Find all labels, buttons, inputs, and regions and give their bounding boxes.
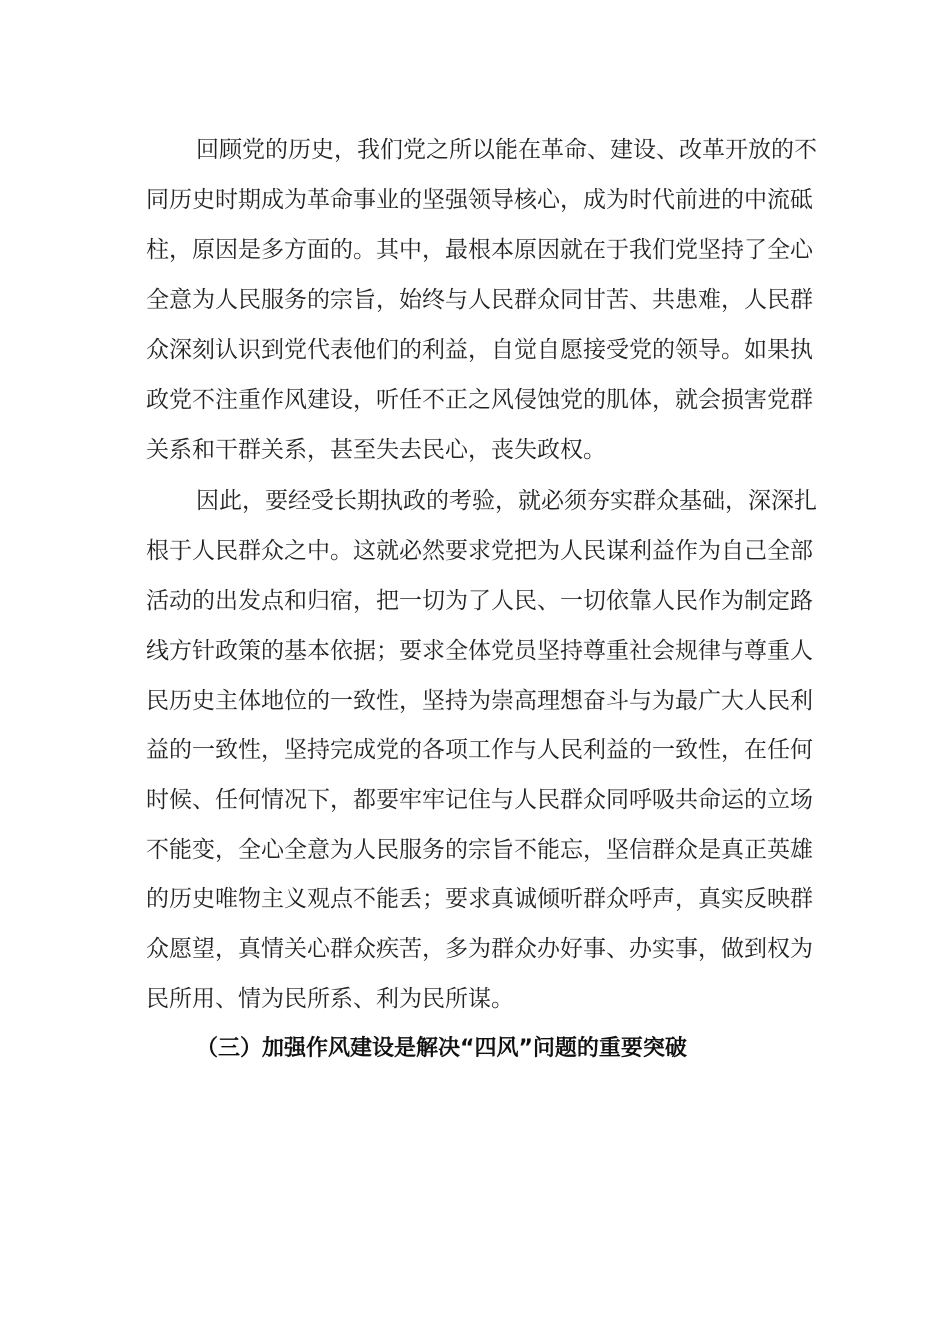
paragraph-line: 因此，要经受长期执政的考验，就必须夯实群众基础，深深扎 — [196, 488, 817, 514]
section-heading: （三）加强作风建设是解决“四风”问题的重要突破 — [196, 1036, 687, 1061]
paragraph-line: 众愿望，真情关心群众疾苦，多为群众办好事、办实事，做到权为 — [146, 936, 813, 962]
paragraph-line: 线方针政策的基本依据；要求全体党员坚持尊重社会规律与尊重人 — [146, 638, 813, 664]
paragraph-line: 不能变，全心全意为人民服务的宗旨不能忘，坚信群众是真正英雄 — [146, 837, 813, 863]
paragraph-line: 柱，原因是多方面的。其中，最根本原因就在于我们党坚持了全心 — [146, 237, 813, 263]
paragraph-line: 益的一致性，坚持完成党的各项工作与人民利益的一致性，在任何 — [146, 737, 813, 763]
paragraph-line: 全意为人民服务的宗旨，始终与人民群众同甘苦、共患难，人民群 — [146, 287, 813, 313]
paragraph-line: 众深刻认识到党代表他们的利益，自觉自愿接受党的领导。如果执 — [146, 337, 813, 363]
paragraph-line: 同历史时期成为革命事业的坚强领导核心，成为时代前进的中流砥 — [146, 187, 813, 213]
paragraph-line: 活动的出发点和归宿，把一切为了人民、一切依靠人民作为制定路 — [146, 588, 813, 614]
paragraph-line: 根于人民群众之中。这就必然要求党把为人民谋利益作为自己全部 — [146, 538, 813, 564]
paragraph-line: 回顾党的历史，我们党之所以能在革命、建设、改革开放的不 — [196, 137, 817, 163]
paragraph-line: 民所用、情为民所系、利为民所谋。 — [146, 986, 514, 1012]
paragraph-line: 时候、任何情况下，都要牢牢记住与人民群众同呼吸共命运的立场 — [146, 787, 813, 813]
paragraph-line: 的历史唯物主义观点不能丢；要求真诚倾听群众呼声，真实反映群 — [146, 886, 813, 912]
paragraph-line: 政党不注重作风建设，听任不正之风侵蚀党的肌体，就会损害党群 — [146, 387, 813, 413]
paragraph-line: 民历史主体地位的一致性，坚持为崇高理想奋斗与为最广大人民利 — [146, 688, 813, 714]
paragraph-line: 关系和干群关系，甚至失去民心，丧失政权。 — [146, 437, 606, 463]
